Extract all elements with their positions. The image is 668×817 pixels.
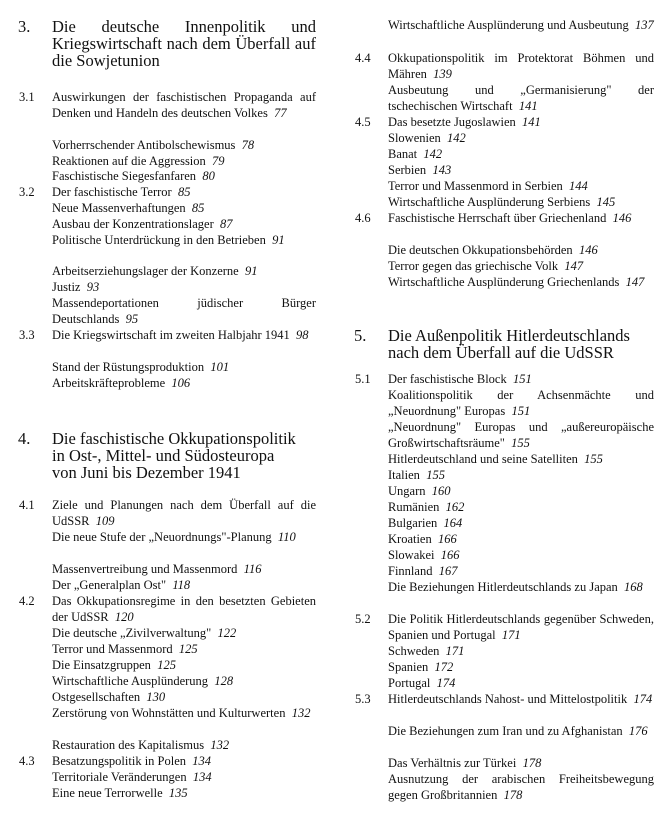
page-number: 171	[445, 644, 465, 658]
subsection: Spanien 172	[388, 660, 454, 674]
page-number: 109	[95, 513, 115, 528]
subsection: Ausnutzung der arabischen Freiheitsbewegung gegen Großbritannien 178	[388, 772, 654, 802]
section-title: Die Kriegswirtschaft im zweiten Halbjahr 1941 98	[52, 328, 309, 342]
page-number: 132	[210, 738, 230, 752]
subsection: Slowakei 166	[388, 548, 460, 562]
section-number: 4.6	[355, 211, 371, 225]
page-number: 116	[243, 562, 262, 576]
page-number: 95	[125, 311, 139, 326]
subsection: Massendeportationen jüdischer Bürger Deutschlands 95	[52, 296, 316, 326]
page-number: 151	[511, 403, 531, 418]
page-number: 141	[518, 98, 538, 113]
page-number: 98	[296, 328, 309, 342]
page-number: 93	[86, 280, 100, 294]
subsection: Portugal 174	[388, 676, 456, 690]
page-number: 122	[217, 626, 237, 640]
page-number: 178	[522, 756, 542, 770]
page-number: 178	[503, 787, 523, 802]
page-number: 91	[272, 233, 285, 247]
page-number: 85	[177, 185, 191, 199]
subsection: Italien 155	[388, 468, 445, 482]
chapter-number: 5.	[354, 326, 367, 345]
chapter-title: Die deutsche Innenpolitik und Kriegswirtschaft nach dem Überfall auf die Sowjetunion	[52, 17, 316, 70]
section-number: 3.1	[19, 90, 35, 104]
subsection: Wirtschaftliche Ausplünderung und Ausbeutung 137	[388, 18, 654, 32]
section-number: 3.2	[19, 185, 35, 199]
chapter-title: Die faschistische Okkupationspolitik in Ost-, Mittel- und Südosteuropa von Juni bis Dezember 1941	[52, 429, 296, 482]
section-title: Der faschistische Terror 85	[52, 185, 191, 199]
subsection: Arbeitserziehungslager der Konzerne 91	[52, 264, 258, 278]
subsection: Restauration des Kapitalismus 132	[52, 738, 230, 752]
page-number: 144	[569, 179, 588, 193]
subsection: Der „Generalplan Ost" 118	[52, 578, 191, 592]
page-number: 101	[210, 360, 230, 374]
section-title: Besatzungspolitik in Polen 134	[52, 754, 212, 768]
subsection: Die Einsatzgruppen 125	[52, 658, 176, 672]
subsection: Terror und Massenmord 125	[52, 642, 198, 656]
subsection: Slowenien 142	[388, 131, 466, 145]
page-number: 128	[214, 674, 234, 688]
section-number: 4.5	[355, 115, 371, 129]
subsection: Rumänien 162	[388, 500, 465, 514]
subsection: Faschistische Siegesfanfaren 80	[52, 169, 215, 183]
page-number: 143	[432, 163, 452, 177]
subsection: Banat 142	[388, 147, 443, 161]
subsection: Terror und Massenmord in Serbien 144	[388, 179, 588, 193]
page-number: 142	[447, 131, 466, 145]
subsection: Finnland 167	[388, 564, 458, 578]
subsection: Bulgarien 164	[388, 516, 463, 530]
page-number: 132	[291, 706, 311, 720]
page-number: 79	[212, 154, 225, 168]
page-number: 130	[146, 690, 166, 704]
page-number: 155	[511, 435, 530, 450]
page-number: 176	[628, 724, 648, 738]
subsection: „Neuordnung" Europas und „außereuropäische Großwirtschaftsräume" 155	[388, 420, 654, 450]
page-number: 174	[436, 676, 456, 690]
section-number: 5.3	[355, 692, 371, 706]
page-number: 162	[445, 500, 465, 514]
subsection: Arbeitskräfteprobleme 106	[52, 376, 191, 390]
subsection: Neue Massenverhaftungen 85	[52, 201, 205, 215]
page-number: 171	[501, 627, 521, 642]
subsection: Ungarn 160	[388, 484, 451, 498]
section-number: 4.2	[19, 594, 35, 608]
page-number: 137	[635, 18, 654, 32]
section-title: Der faschistische Block 151	[388, 372, 532, 386]
page-number: 174	[633, 692, 653, 706]
chapter-number: 4.	[18, 429, 31, 448]
page-number: 125	[178, 642, 198, 656]
page-number: 139	[433, 66, 452, 81]
subsection: Die deutschen Okkupationsbehörden 146	[388, 243, 598, 257]
subsection: Wirtschaftliche Ausplünderung Serbiens 145	[388, 195, 616, 209]
subsection: Justiz 93	[52, 280, 100, 294]
section-number: 5.2	[355, 612, 371, 626]
page-number: 155	[584, 452, 603, 466]
page-number: 166	[437, 532, 457, 546]
page-number: 80	[202, 169, 215, 183]
page-number: 125	[157, 658, 176, 672]
subsection: Die Beziehungen zum Iran und zu Afghanistan 176	[388, 724, 648, 738]
page-number: 145	[596, 195, 616, 209]
subsection: Reaktionen auf die Aggression 79	[52, 154, 225, 168]
page-number: 134	[192, 770, 212, 784]
page-number: 106	[171, 376, 191, 390]
section-title: Die Politik Hitlerdeutschlands gegenüber Schweden, Spanien und Portugal 171	[388, 612, 654, 642]
page-number: 77	[274, 105, 287, 120]
subsection: Ostgesellschaften 130	[52, 690, 166, 704]
page-number: 134	[192, 754, 212, 768]
page-number: 120	[114, 609, 134, 624]
page-number: 135	[168, 786, 188, 800]
subsection: Stand der Rüstungsproduktion 101	[52, 360, 230, 374]
chapter-title: Die Außenpolitik Hitlerdeutschlands nach dem Überfall auf die UdSSR	[388, 326, 630, 362]
subsection: Serbien 143	[388, 163, 452, 177]
subsection: Koalitionspolitik der Achsenmächte und „Neuordnung" Europas 151	[388, 388, 654, 418]
section-number: 4.4	[355, 51, 371, 65]
page-number: 155	[426, 468, 445, 482]
subsection: Zerstörung von Wohnstätten und Kulturwerten 132	[52, 706, 311, 720]
subsection: Die deutsche „Zivilverwaltung" 122	[52, 626, 237, 640]
page-number: 85	[191, 201, 205, 215]
page-number: 110	[277, 530, 296, 544]
page-number: 167	[438, 564, 458, 578]
section-title: Ziele und Planungen nach dem Überfall auf die UdSSR 109	[52, 498, 316, 528]
section-title: Auswirkungen der faschistischen Propaganda auf Denken und Handeln des deutschen Volkes 77	[52, 90, 316, 120]
section-title: Hitlerdeutschlands Nahost- und Mittelostpolitik 174	[388, 692, 653, 706]
subsection: Ausbeutung und „Germanisierung" der tschechischen Wirtschaft 141	[388, 83, 654, 113]
page-number: 147	[564, 259, 584, 273]
page-number: 91	[244, 264, 258, 278]
subsection: Territoriale Veränderungen 134	[52, 770, 212, 784]
subsection: Die Beziehungen Hitlerdeutschlands zu Japan 168	[388, 580, 643, 594]
subsection: Vorherrschender Antibolschewismus 78	[52, 138, 255, 152]
page-number: 141	[522, 115, 541, 129]
page-number: 172	[434, 660, 454, 674]
section-number: 4.1	[19, 498, 35, 512]
page-number: 146	[612, 211, 632, 225]
subsection: Schweden 171	[388, 644, 465, 658]
page-number: 142	[423, 147, 443, 161]
subsection: Politische Unterdrückung in den Betrieben 91	[52, 233, 285, 247]
section-title: Okkupationspolitik im Protektorat Böhmen und Mähren 139	[388, 51, 654, 81]
page-number: 166	[440, 548, 460, 562]
section-number: 5.1	[355, 372, 371, 386]
page-number: 168	[624, 580, 643, 594]
page-number: 151	[512, 372, 532, 386]
subsection: Hitlerdeutschland und seine Satelliten 155	[388, 452, 603, 466]
page-number: 118	[172, 578, 191, 592]
page-number: 87	[220, 217, 233, 231]
section-title: Faschistische Herrschaft über Griechenland 146	[388, 211, 632, 225]
subsection: Die neue Stufe der „Neuordnungs"-Planung 110	[52, 530, 296, 544]
subsection: Eine neue Terrorwelle 135	[52, 786, 188, 800]
subsection: Massenvertreibung und Massenmord 116	[52, 562, 262, 576]
subsection: Wirtschaftliche Ausplünderung Griechenlands 147	[388, 275, 645, 289]
subsection: Das Verhältnis zur Türkei 178	[388, 756, 542, 770]
section-title: Das besetzte Jugoslawien 141	[388, 115, 541, 129]
page-number: 147	[625, 275, 645, 289]
page-number: 146	[578, 243, 598, 257]
page-number: 78	[241, 138, 255, 152]
subsection: Wirtschaftliche Ausplünderung 128	[52, 674, 234, 688]
subsection: Kroatien 166	[388, 532, 457, 546]
section-title: Das Okkupationsregime in den besetzten Gebieten der UdSSR 120	[52, 594, 316, 624]
page-number: 160	[431, 484, 451, 498]
subsection: Terror gegen das griechische Volk 147	[388, 259, 584, 273]
section-number: 3.3	[19, 328, 35, 342]
subsection: Ausbau der Konzentrationslager 87	[52, 217, 233, 231]
page-number: 164	[443, 516, 463, 530]
section-number: 4.3	[19, 754, 35, 768]
chapter-number: 3.	[18, 17, 31, 36]
